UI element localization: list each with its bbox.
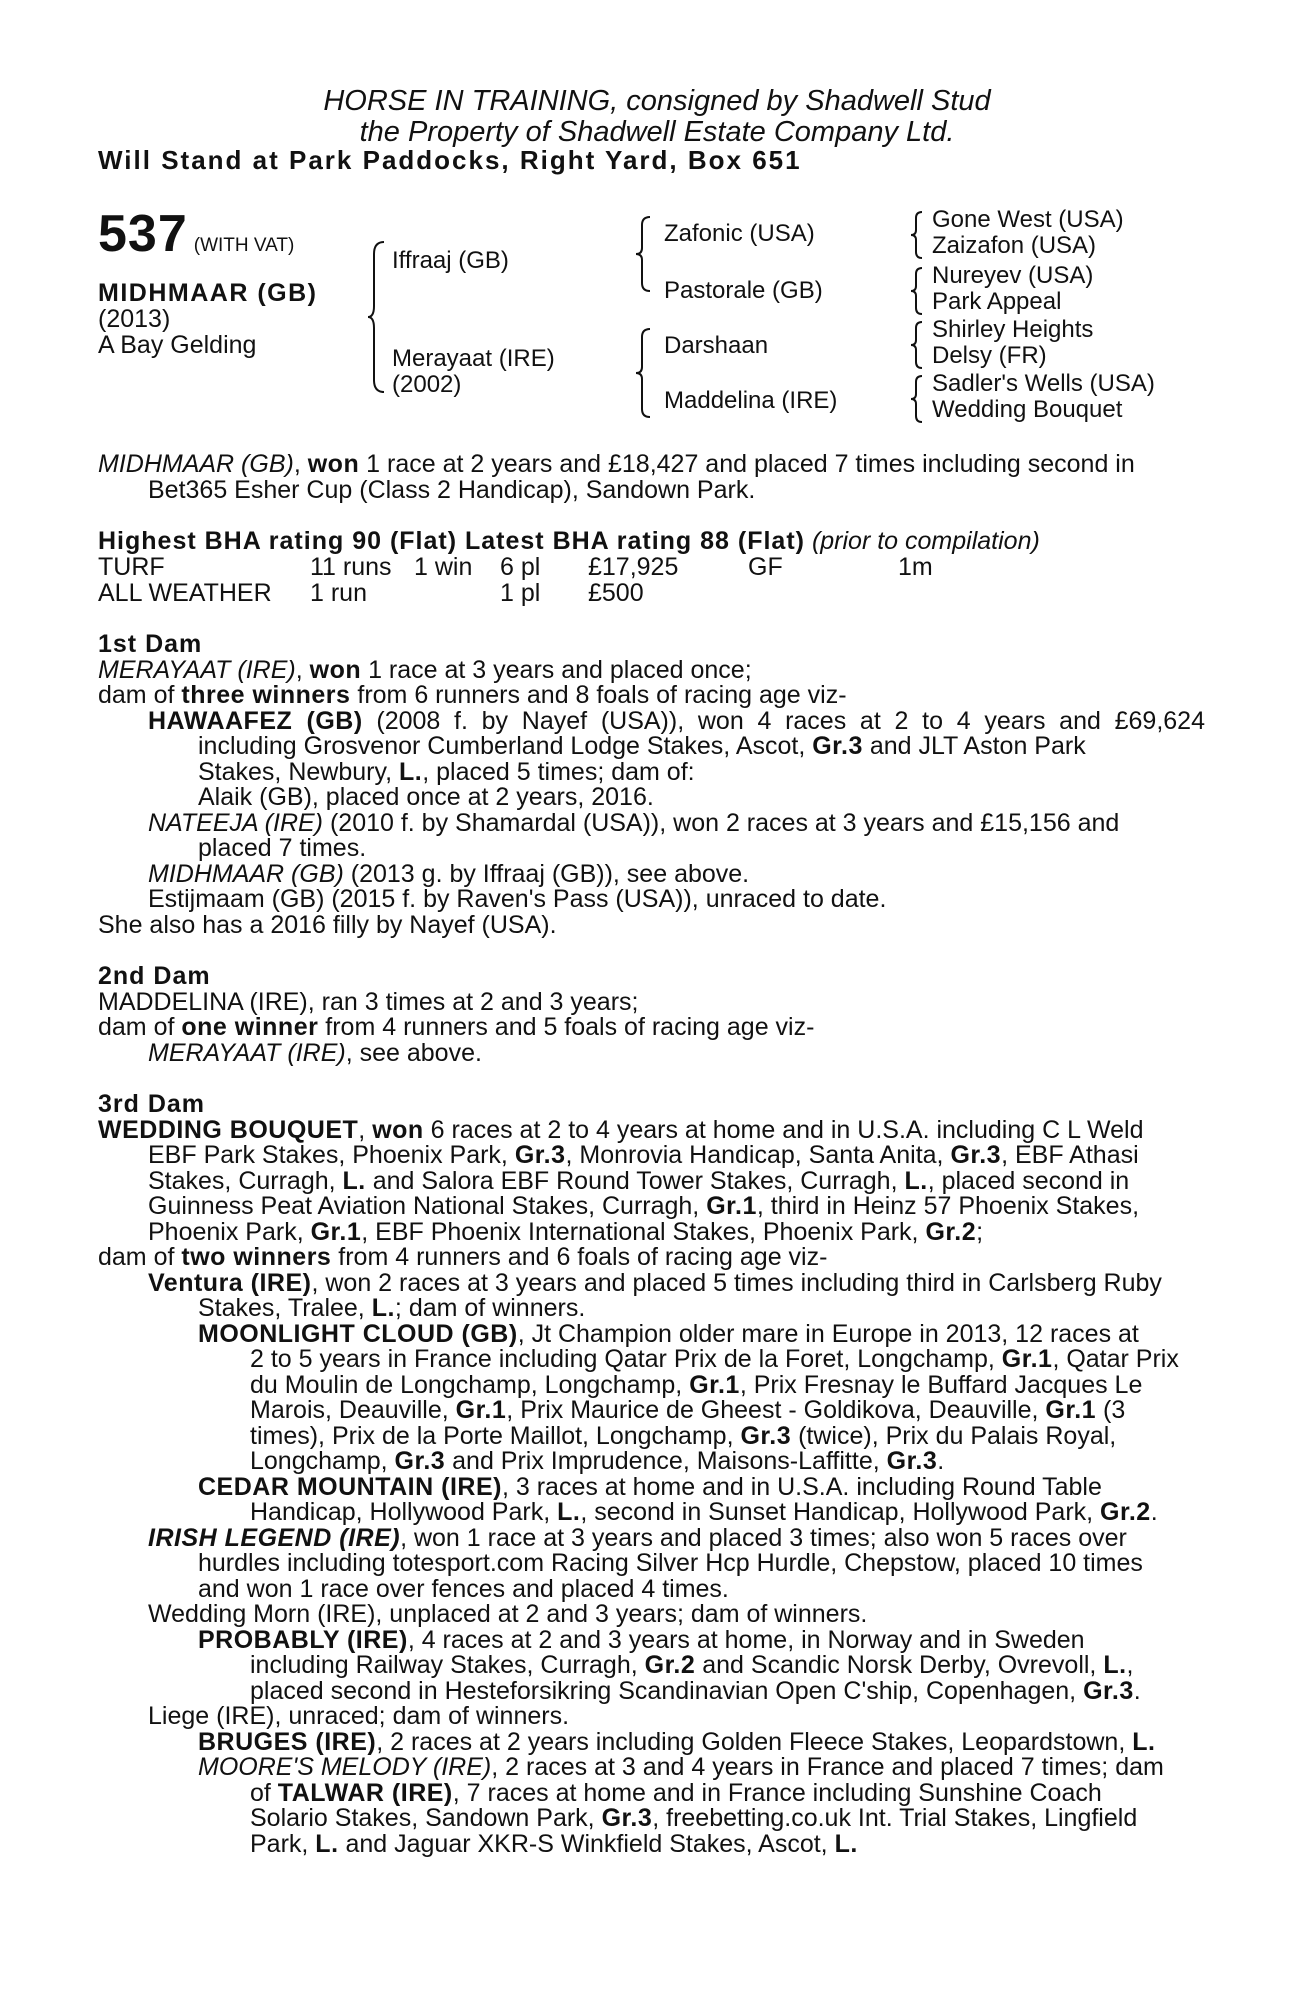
pedigree-g8: Wedding Bouquet bbox=[932, 396, 1123, 423]
text: placed 7 times. bbox=[198, 834, 367, 862]
aw-placed: 1 pl bbox=[500, 579, 541, 607]
grade: Gr.3 bbox=[886, 1447, 938, 1475]
second-dam-section bbox=[98, 964, 1205, 1066]
text: Park, bbox=[250, 1829, 316, 1858]
text: , 4 races at 2 and 3 years at home, in Norway and in Sweden bbox=[407, 1625, 1085, 1654]
grade: Gr.3 bbox=[740, 1421, 792, 1450]
grade: L. bbox=[557, 1498, 581, 1526]
dam-record: 1 race at 3 years and placed once; bbox=[361, 655, 752, 684]
third-dam-title: 3rd Dam bbox=[98, 1090, 206, 1118]
grade: Gr.2 bbox=[925, 1217, 977, 1246]
dam-note: She also has a 2016 filly by Nayef (USA). bbox=[98, 910, 557, 939]
text: , 2 races at 2 years including Golden Fleece Stakes, Leopardstown, bbox=[376, 1727, 1133, 1756]
horse-name: MIDHMAAR (GB) bbox=[98, 279, 318, 307]
grade: L. bbox=[371, 1294, 395, 1322]
sep: , bbox=[295, 655, 310, 684]
grade: Gr.3 bbox=[950, 1141, 1002, 1169]
race-summary bbox=[98, 452, 1205, 503]
text: . bbox=[937, 1447, 945, 1475]
progeny-midhmaar: MIDHMAAR (GB) bbox=[148, 859, 344, 888]
grade: L. bbox=[904, 1166, 928, 1195]
pedigree-sire: Iffraaj (GB) bbox=[392, 247, 509, 274]
progeny-talwar: TALWAR (IRE) bbox=[277, 1778, 453, 1807]
summary-text: 1 race at 2 years and £18,427 and placed 7 times including second in bbox=[359, 450, 1135, 478]
grade: Gr.1 bbox=[1045, 1396, 1097, 1424]
progeny-probably: PROBABLY (IRE) bbox=[198, 1625, 408, 1654]
text: , 2 races at 3 and 4 years in France and placed 7 times; dam bbox=[491, 1753, 1164, 1781]
progeny-irish-legend: IRISH LEGEND (IRE) bbox=[148, 1523, 401, 1552]
progeny-nateeja: NATEEJA (IRE) bbox=[148, 808, 324, 837]
text: and JLT Aston Park bbox=[862, 732, 1086, 760]
second-dam-title: 2nd Dam bbox=[98, 962, 211, 990]
text: , won 2 races at 3 years and placed 5 times including third in Carlsberg Ruby bbox=[311, 1268, 1162, 1297]
progeny-hawaafez: HAWAAFEZ (GB) bbox=[148, 706, 363, 735]
text: , third in Heinz 57 Phoenix Stakes, bbox=[756, 1192, 1140, 1220]
text: Phoenix Park, bbox=[148, 1217, 311, 1246]
turf-label: TURF bbox=[98, 553, 165, 581]
lot-vat: (WITH VAT) bbox=[193, 235, 295, 256]
progeny-bruges: BRUGES (IRE) bbox=[198, 1727, 377, 1756]
text: , 3 races at home and in U.S.A. including Round Table bbox=[501, 1472, 1102, 1501]
turf-distance: 1m bbox=[898, 553, 933, 581]
aw-earnings: £500 bbox=[588, 579, 644, 607]
progeny-estijmaam: Estijmaam (GB) (2015 f. by Raven's Pass (USA)), unraced to date. bbox=[148, 885, 887, 913]
header-owner: the Property of Shadwell Estate Company Ltd. bbox=[359, 116, 955, 148]
text: du Moulin de Longchamp, Longchamp, bbox=[250, 1370, 690, 1399]
third-dam-name: WEDDING BOUQUET bbox=[98, 1115, 359, 1144]
pedigree-bracket-sire bbox=[632, 215, 654, 293]
aw-label: ALL WEATHER bbox=[98, 579, 272, 607]
rating-headline: Highest BHA rating 90 (Flat) Latest BHA rating 88 (Flat) bbox=[98, 527, 805, 555]
progeny-cedar-mountain: CEDAR MOUNTAIN (IRE) bbox=[198, 1472, 502, 1501]
won-label: won bbox=[309, 655, 362, 684]
text: and Jaguar XKR-S Winkfield Stakes, Ascot, bbox=[338, 1829, 835, 1858]
pedigree-g3: Nureyev (USA) bbox=[932, 262, 1094, 289]
text: of bbox=[250, 1778, 278, 1807]
grade: L. bbox=[1103, 1651, 1127, 1679]
grade: L. bbox=[399, 757, 423, 786]
text: , freebetting.co.uk Int. Trial Stakes, Lingfield bbox=[652, 1804, 1138, 1832]
text: Stakes, Curragh, bbox=[148, 1166, 343, 1195]
text: dam of bbox=[98, 1243, 182, 1271]
pedigree-sire-sire: Zafonic (USA) bbox=[664, 220, 815, 247]
aw-runs: 1 run bbox=[310, 579, 367, 607]
text: (2013 g. by Iffraaj (GB)), see above. bbox=[343, 859, 750, 888]
winners-count: two winners bbox=[181, 1243, 332, 1271]
text: , 7 races at home and in France including Sunshine Coach bbox=[452, 1778, 1102, 1807]
text: dam of bbox=[98, 1013, 182, 1041]
grade: Gr.1 bbox=[689, 1370, 740, 1399]
pedigree-g7: Sadler's Wells (USA) bbox=[932, 370, 1155, 397]
text: , second in Sunset Handicap, Hollywood Park, bbox=[580, 1498, 1101, 1526]
turf-placed: 6 pl bbox=[500, 553, 541, 581]
text: placed second in Hesteforsikring Scandinavian Open C'ship, Copenhagen, bbox=[250, 1676, 1084, 1705]
winners-count: one winner bbox=[181, 1013, 319, 1041]
turf-wins: 1 win bbox=[414, 553, 473, 581]
text: (2008 f. by Nayef (USA)), won 4 races at 2 to 4 years and £69,624 bbox=[362, 706, 1205, 735]
sep: , bbox=[358, 1115, 373, 1144]
grade: Gr.2 bbox=[644, 1651, 696, 1679]
rating-block bbox=[98, 529, 1205, 555]
text: and won 1 race over fences and placed 4 times. bbox=[198, 1574, 729, 1603]
summary-horse: MIDHMAAR (GB) bbox=[98, 450, 294, 478]
text: , Qatar Prix bbox=[1052, 1345, 1179, 1373]
text: from 4 runners and 6 foals of racing age viz- bbox=[331, 1243, 828, 1271]
text: , Prix Maurice de Gheest - Goldikova, Deauville, bbox=[506, 1396, 1046, 1424]
text: hurdles including totesport.com Racing Silver Hcp Hurdle, Chepstow, placed 10 times bbox=[198, 1549, 1143, 1577]
text: and Prix Imprudence, Maisons-Laffitte, bbox=[445, 1447, 887, 1475]
summary-text-2: Bet365 Esher Cup (Class 2 Handicap), Sandown Park. bbox=[148, 475, 756, 504]
text: from 6 runners and 8 foals of racing age viz- bbox=[350, 681, 847, 709]
pedigree-bracket-g2 bbox=[906, 266, 926, 316]
pedigree-g2: Zaizafon (USA) bbox=[932, 232, 1097, 259]
rating-note: (prior to compilation) bbox=[805, 527, 1040, 555]
text: 2 to 5 years in France including Qatar Prix de la Foret, Longchamp, bbox=[250, 1345, 1002, 1373]
first-dam-section bbox=[98, 632, 1205, 938]
pedigree-bracket-g1 bbox=[906, 210, 926, 260]
text: ; bbox=[976, 1217, 984, 1246]
pedigree-sire-dam: Pastorale (GB) bbox=[664, 277, 823, 304]
text: , Monrovia Handicap, Santa Anita, bbox=[565, 1141, 951, 1169]
pedigree-bracket-dam bbox=[632, 327, 654, 419]
text: ; dam of winners. bbox=[394, 1294, 586, 1322]
turf-going: GF bbox=[748, 553, 783, 581]
grade: L. bbox=[1132, 1727, 1156, 1756]
progeny-merayaat: MERAYAAT (IRE) bbox=[148, 1038, 346, 1067]
text: (2010 f. by Shamardal (USA)), won 2 races at 3 years and £15,156 and bbox=[323, 808, 1120, 837]
pedigree-dam-year: (2002) bbox=[392, 371, 462, 398]
text: Guinness Peat Aviation National Stakes, Curragh, bbox=[148, 1192, 707, 1220]
text: , see above. bbox=[345, 1038, 482, 1067]
text: , EBF Athasi bbox=[1001, 1141, 1139, 1169]
summary-won: won bbox=[307, 450, 360, 478]
first-dam-title: 1st Dam bbox=[98, 630, 203, 658]
grade: Gr.3 bbox=[1083, 1676, 1134, 1705]
pedigree-dam: Merayaat (IRE) bbox=[392, 345, 555, 372]
pedigree-bracket-g4 bbox=[906, 374, 926, 424]
text: , placed second in bbox=[927, 1166, 1130, 1195]
progeny-wedding-morn: Wedding Morn (IRE), unplaced at 2 and 3 years; dam of winners. bbox=[148, 1600, 868, 1628]
text: including Grosvenor Cumberland Lodge Stakes, Ascot, bbox=[198, 732, 813, 760]
won-label: won bbox=[372, 1115, 424, 1144]
pedigree-g5: Shirley Heights bbox=[932, 316, 1094, 343]
progeny-alaik: Alaik (GB), placed once at 2 years, 2016. bbox=[198, 783, 654, 811]
horse-description: A Bay Gelding bbox=[98, 331, 257, 359]
pedigree-bracket-g3 bbox=[906, 320, 926, 370]
progeny-ventura: Ventura (IRE) bbox=[148, 1268, 312, 1297]
horse-year: (2013) bbox=[98, 305, 171, 333]
grade: Gr.3 bbox=[514, 1141, 566, 1169]
text: Handicap, Hollywood Park, bbox=[250, 1498, 558, 1526]
text: . bbox=[1133, 1676, 1141, 1705]
text: , Prix Fresnay le Buffard Jacques Le bbox=[739, 1370, 1143, 1399]
grade: Gr.3 bbox=[394, 1447, 446, 1475]
grade: Gr.1 bbox=[310, 1217, 362, 1246]
text: Stakes, Newbury, bbox=[198, 757, 400, 786]
turf-runs: 11 runs bbox=[310, 553, 392, 581]
text: times), Prix de la Porte Maillot, Longchamp, bbox=[250, 1421, 741, 1450]
pedigree-dam-dam: Maddelina (IRE) bbox=[664, 387, 838, 414]
summary-sep: , bbox=[293, 450, 308, 478]
text: (twice), Prix du Palais Royal, bbox=[791, 1421, 1117, 1450]
pedigree-g4: Park Appeal bbox=[932, 288, 1062, 315]
text: , placed 5 times; dam of: bbox=[422, 757, 695, 786]
dam-name: MERAYAAT (IRE) bbox=[98, 655, 296, 684]
grade: Gr.2 bbox=[1100, 1498, 1151, 1526]
text: . bbox=[1150, 1498, 1158, 1526]
text: from 4 runners and 5 foals of racing age viz- bbox=[318, 1013, 815, 1041]
grade: Gr.1 bbox=[455, 1396, 507, 1424]
text: , EBF Phoenix International Stakes, Phoenix Park, bbox=[361, 1217, 926, 1246]
turf-earnings: £17,925 bbox=[588, 553, 679, 581]
third-dam-section bbox=[98, 1092, 1205, 1857]
pedigree-bracket-main bbox=[364, 240, 388, 395]
text: Solario Stakes, Sandown Park, bbox=[250, 1804, 602, 1832]
pedigree-g1: Gone West (USA) bbox=[932, 206, 1124, 233]
winners-count: three winners bbox=[181, 681, 351, 709]
second-dam-name: MADDELINA (IRE), ran 3 times at 2 and 3 years; bbox=[98, 987, 639, 1016]
text: including Railway Stakes, Curragh, bbox=[250, 1651, 645, 1679]
text: Marois, Deauville, bbox=[250, 1396, 456, 1424]
text: EBF Park Stakes, Phoenix Park, bbox=[148, 1141, 515, 1169]
text: and Scandic Norsk Derby, Ovrevoll, bbox=[695, 1651, 1104, 1679]
text: (3 bbox=[1096, 1396, 1126, 1424]
text: Stakes, Tralee, bbox=[198, 1294, 372, 1322]
grade: L. bbox=[834, 1829, 858, 1858]
text: 6 races at 2 to 4 years at home and in U.S.A. including C L Weld bbox=[423, 1115, 1144, 1144]
text: and Salora EBF Round Tower Stakes, Curragh, bbox=[365, 1166, 905, 1195]
progeny-liege: Liege (IRE), unraced; dam of winners. bbox=[148, 1702, 570, 1730]
lot-block bbox=[98, 206, 294, 262]
text: , Jt Champion older mare in Europe in 2013, 12 races at bbox=[517, 1319, 1139, 1348]
progeny-moonlight-cloud: MOONLIGHT CLOUD (GB) bbox=[198, 1319, 518, 1348]
text: Longchamp, bbox=[250, 1447, 395, 1475]
pedigree-dam-sire: Darshaan bbox=[664, 332, 769, 359]
grade: Gr.1 bbox=[706, 1192, 757, 1220]
text: , won 1 race at 3 years and placed 3 times; also won 5 races over bbox=[400, 1523, 1127, 1552]
grade: L. bbox=[315, 1829, 339, 1858]
grade: L. bbox=[342, 1166, 366, 1195]
header-title: HORSE IN TRAINING, consigned by Shadwell Stud bbox=[323, 85, 991, 117]
grade: Gr.1 bbox=[1001, 1345, 1053, 1373]
text: , bbox=[1126, 1651, 1134, 1679]
text: dam of bbox=[98, 681, 182, 709]
header-location: Will Stand at Park Paddocks, Right Yard, Box 651 bbox=[98, 145, 802, 175]
grade: Gr.3 bbox=[601, 1804, 653, 1832]
lot-number: 537 bbox=[98, 205, 188, 263]
progeny-moores-melody: MOORE'S MELODY (IRE) bbox=[198, 1753, 492, 1781]
grade: Gr.3 bbox=[812, 732, 863, 760]
pedigree-g6: Delsy (FR) bbox=[932, 342, 1047, 369]
